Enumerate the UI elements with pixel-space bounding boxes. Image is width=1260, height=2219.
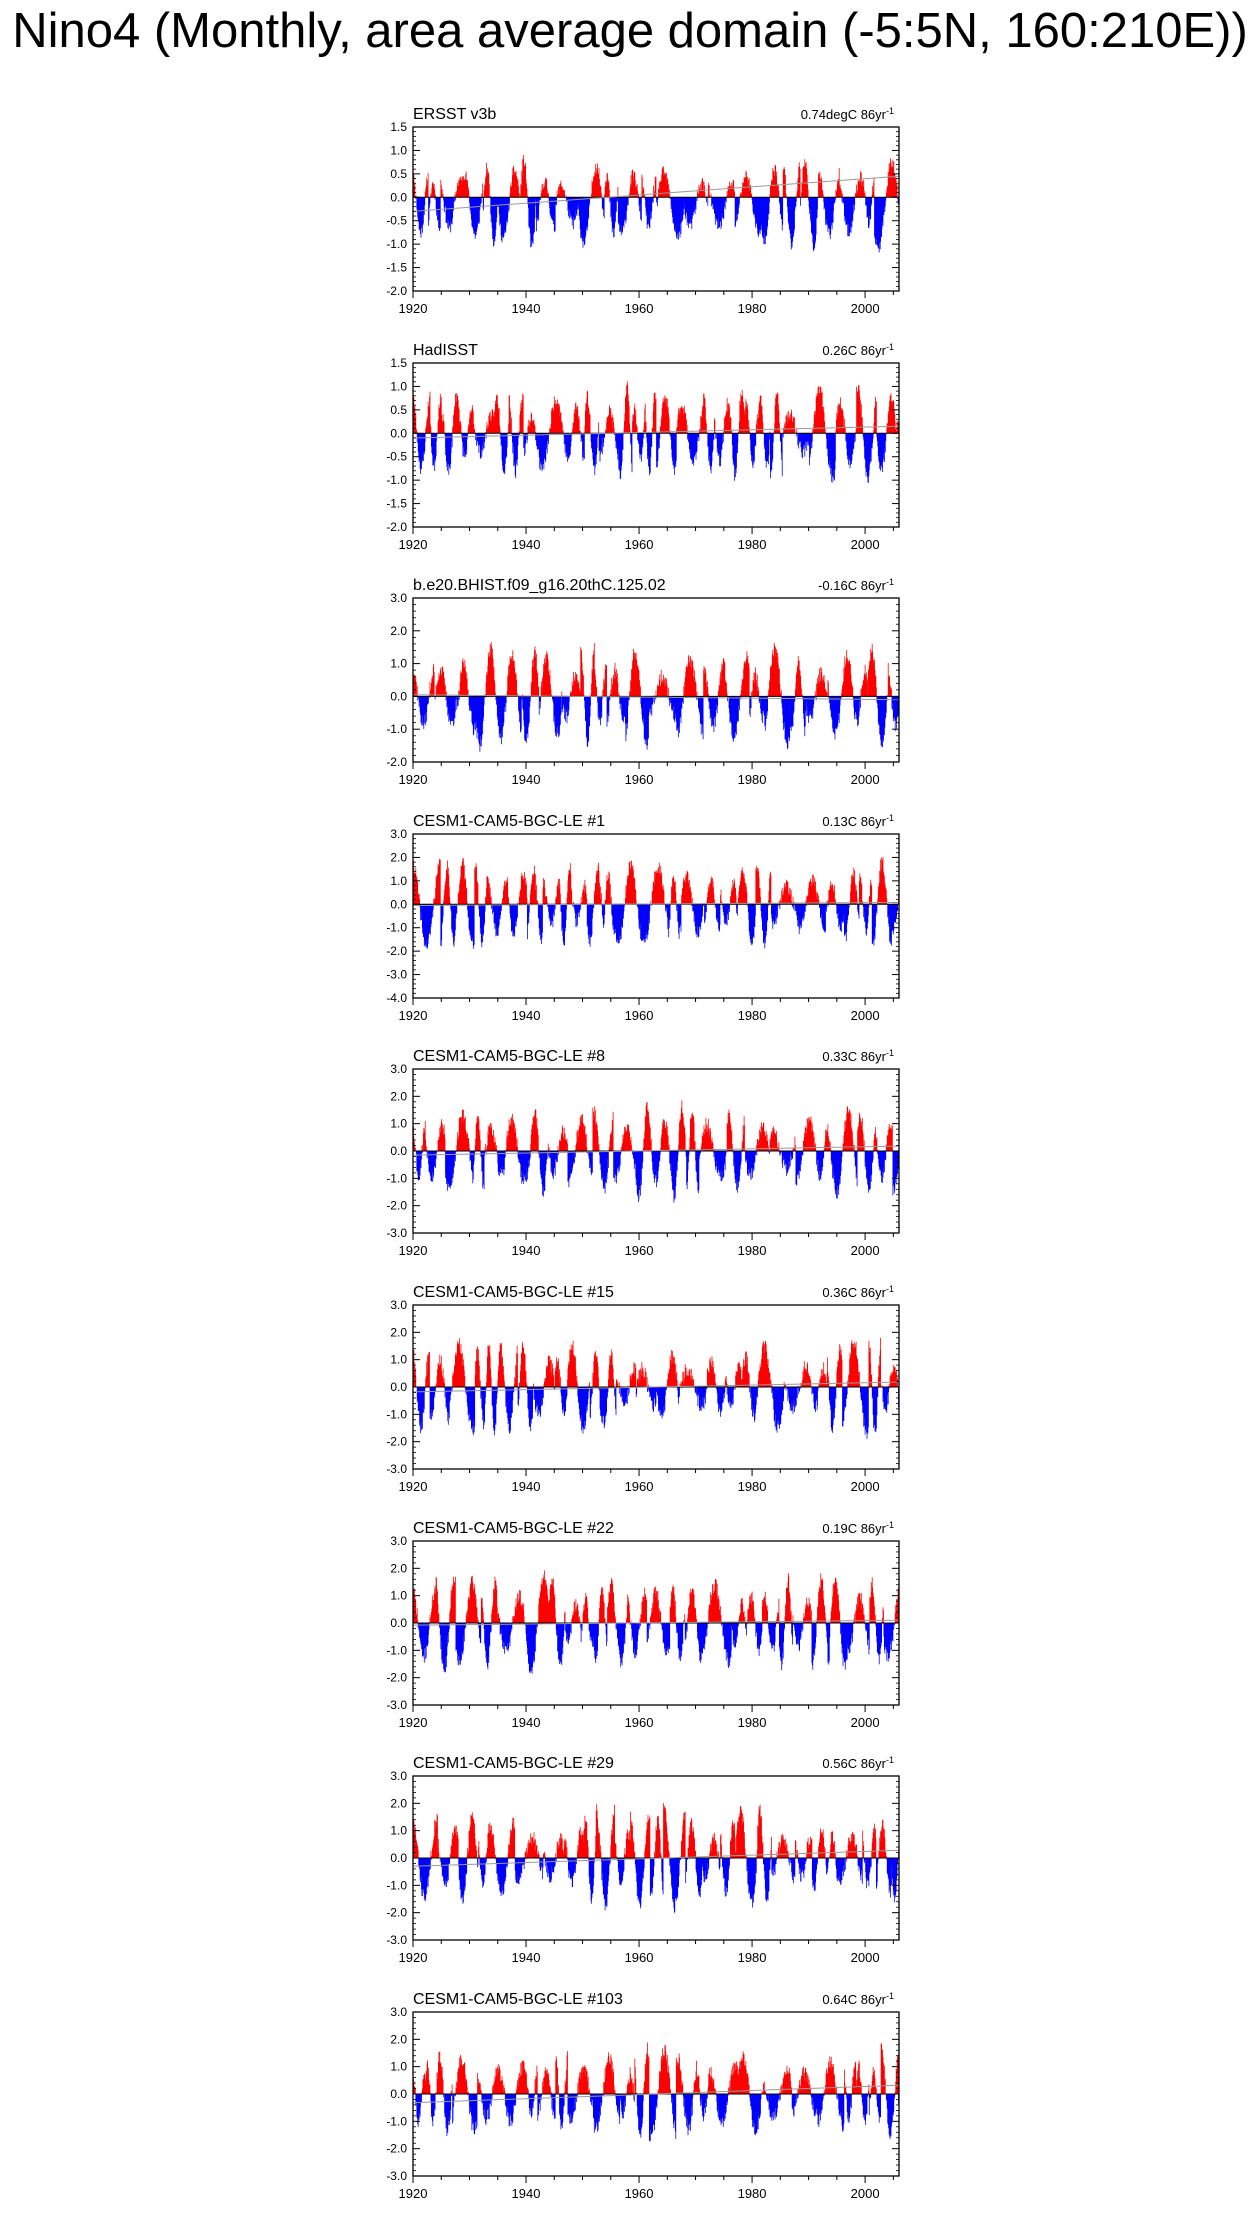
y-tick-label: -0.5: [386, 449, 407, 464]
x-tick-label: 1920: [398, 772, 428, 787]
y-tick-label: 2.0: [390, 623, 407, 638]
trend-label: 0.64C $86yr^{-1}$: [822, 1991, 894, 2007]
y-tick-label: -1.0: [386, 920, 407, 935]
y-tick-label: 2.0: [390, 2032, 407, 2047]
y-tick-label: 0.0: [390, 2087, 407, 2101]
y-tick-label: -2.0: [386, 2141, 407, 2156]
x-tick-label: 1940: [511, 1715, 541, 1730]
negative-anomaly-series: [420, 904, 898, 949]
positive-anomaly-series: [413, 642, 892, 696]
y-tick-label: 1.0: [390, 873, 407, 888]
y-tick-label: 2.0: [390, 1561, 407, 1576]
y-tick-label: 1.5: [390, 356, 407, 370]
x-tick-label: 1940: [511, 1950, 541, 1965]
x-tick-label: 1960: [624, 1008, 654, 1023]
y-tick-label: 2.0: [390, 850, 407, 865]
positive-anomaly-series: [413, 1100, 892, 1151]
y-tick-label: 3.0: [390, 1769, 407, 1783]
x-tick-label: 1940: [511, 2186, 541, 2201]
x-tick-label: 1980: [737, 1008, 767, 1023]
x-tick-label: 1960: [624, 1479, 654, 1494]
negative-anomaly-series: [418, 1623, 895, 1674]
chart-title: HadISST: [413, 342, 478, 359]
y-tick-label: 1.0: [390, 1823, 407, 1838]
y-tick-label: 0.0: [390, 426, 407, 441]
y-tick-label: -2.0: [386, 1905, 407, 1920]
y-tick-label: 1.0: [390, 143, 407, 158]
x-tick-label: 1960: [624, 1950, 654, 1965]
x-tick-label: 1960: [624, 537, 654, 552]
x-tick-label: 1980: [737, 537, 767, 552]
positive-anomaly-series: [413, 1570, 899, 1623]
chart-panel-9: [386, 1991, 899, 2201]
y-tick-label: 3.0: [390, 827, 407, 841]
y-tick-label: -3.0: [386, 967, 407, 982]
x-tick-label: 2000: [850, 1950, 880, 1965]
x-tick-label: 2000: [850, 1008, 880, 1023]
trend-label: 0.19C $86yr^{-1}$: [822, 1520, 894, 1536]
x-tick-label: 1940: [511, 1243, 541, 1258]
x-tick-label: 1980: [737, 1950, 767, 1965]
chart-panel-2: [386, 342, 899, 552]
y-tick-label: -1.0: [386, 1643, 407, 1658]
x-tick-label: 2000: [850, 301, 880, 316]
x-tick-label: 2000: [850, 1479, 880, 1494]
y-tick-label: -2.0: [386, 1198, 407, 1213]
positive-anomaly-series: [413, 1338, 898, 1387]
y-tick-label: -4.0: [386, 991, 407, 1005]
y-tick-label: 1.0: [390, 656, 407, 671]
y-tick-label: 0.0: [390, 1851, 407, 1865]
y-tick-label: 0.0: [390, 1380, 407, 1394]
x-tick-label: 1960: [624, 772, 654, 787]
x-tick-label: 1920: [398, 1950, 428, 1965]
trend-label: -0.16C $86yr^{-1}$: [818, 577, 894, 593]
y-tick-label: 1.0: [390, 1352, 407, 1367]
y-tick-label: 2.0: [390, 1796, 407, 1811]
y-tick-label: -1.5: [386, 496, 407, 511]
y-tick-label: -2.0: [386, 755, 407, 769]
negative-anomaly-series: [416, 1151, 899, 1203]
y-tick-label: -0.5: [386, 213, 407, 228]
x-tick-label: 1980: [737, 1715, 767, 1730]
y-tick-label: 3.0: [390, 1062, 407, 1076]
chart-title: ERSST v3b: [413, 106, 497, 123]
y-tick-label: -3.0: [386, 1698, 407, 1712]
trend-label: 0.26C $86yr^{-1}$: [822, 342, 894, 358]
y-tick-label: 1.0: [390, 1116, 407, 1131]
y-tick-label: -1.0: [386, 1878, 407, 1893]
x-tick-label: 1920: [398, 537, 428, 552]
chart-title: CESM1-CAM5-BGC-LE #22: [413, 1520, 614, 1537]
y-tick-label: 0.0: [390, 897, 407, 912]
x-tick-label: 1920: [398, 1243, 428, 1258]
y-tick-label: 0.0: [390, 1616, 407, 1630]
negative-anomaly-series: [419, 1858, 898, 1913]
y-tick-label: -3.0: [386, 1933, 407, 1947]
trend-label: 0.36C $86yr^{-1}$: [822, 1284, 894, 1300]
chart-title: CESM1-CAM5-BGC-LE #103: [413, 1991, 623, 2008]
x-tick-label: 1960: [624, 1715, 654, 1730]
positive-anomaly-series: [413, 2043, 898, 2095]
negative-anomaly-series: [417, 1387, 898, 1439]
x-tick-label: 1920: [398, 2186, 428, 2201]
x-tick-label: 1920: [398, 1479, 428, 1494]
x-tick-label: 2000: [850, 772, 880, 787]
chart-title: CESM1-CAM5-BGC-LE #1: [413, 813, 606, 830]
chart-panel-5: [386, 1048, 899, 1258]
plot-frame: [413, 834, 899, 998]
y-tick-label: 3.0: [390, 1534, 407, 1548]
y-tick-label: -2.0: [386, 520, 407, 534]
chart-panel-3: [386, 577, 899, 787]
y-tick-label: 0.0: [390, 689, 407, 704]
y-tick-label: -2.0: [386, 1670, 407, 1685]
positive-anomaly-series: [413, 1803, 899, 1858]
chart-title: CESM1-CAM5-BGC-LE #8: [413, 1048, 606, 1065]
y-tick-label: -3.0: [386, 2169, 407, 2183]
x-tick-label: 2000: [850, 537, 880, 552]
y-tick-label: -3.0: [386, 1462, 407, 1476]
plot-frame: [413, 363, 899, 527]
trend-label: 0.56C $86yr^{-1}$: [822, 1755, 894, 1771]
x-tick-label: 2000: [850, 1243, 880, 1258]
y-tick-label: -2.0: [386, 1434, 407, 1449]
chart-title: CESM1-CAM5-BGC-LE #15: [413, 1284, 614, 1301]
negative-anomaly-series: [417, 433, 886, 483]
y-tick-label: -1.0: [386, 2114, 407, 2129]
y-tick-label: -1.0: [386, 1407, 407, 1422]
trend-label: 0.74degC $86yr^{-1}$: [800, 106, 894, 122]
x-tick-label: 1960: [624, 2186, 654, 2201]
chart-panel-7: [386, 1520, 899, 1730]
trend-label: 0.13C $86yr^{-1}$: [822, 813, 894, 829]
y-tick-label: -3.0: [386, 1226, 407, 1240]
y-tick-label: 0.5: [390, 166, 407, 181]
y-tick-label: 0.0: [390, 1144, 407, 1158]
x-tick-label: 1980: [737, 2186, 767, 2201]
y-tick-label: -1.0: [386, 473, 407, 488]
chart-panel-1: [386, 106, 899, 316]
plot-frame: [413, 598, 899, 762]
trend-label: 0.33C $86yr^{-1}$: [822, 1048, 894, 1064]
y-tick-label: 1.0: [390, 1588, 407, 1603]
y-tick-label: 2.0: [390, 1325, 407, 1340]
y-tick-label: -1.0: [386, 1171, 407, 1186]
positive-anomaly-series: [413, 155, 899, 198]
y-tick-label: -2.0: [386, 284, 407, 298]
x-tick-label: 2000: [850, 2186, 880, 2201]
y-tick-label: -1.0: [386, 237, 407, 252]
y-tick-label: -1.0: [386, 722, 407, 737]
x-tick-label: 1940: [511, 1008, 541, 1023]
x-tick-label: 1940: [511, 537, 541, 552]
y-tick-label: 1.5: [390, 120, 407, 134]
x-tick-label: 1920: [398, 301, 428, 316]
chart-panel-8: [386, 1755, 899, 1965]
y-tick-label: 1.0: [390, 2059, 407, 2074]
x-tick-label: 1920: [398, 1008, 428, 1023]
x-tick-label: 2000: [850, 1715, 880, 1730]
x-tick-label: 1960: [624, 1243, 654, 1258]
y-tick-label: 3.0: [390, 1298, 407, 1312]
x-tick-label: 1940: [511, 772, 541, 787]
y-tick-label: 3.0: [390, 2005, 407, 2019]
y-tick-label: -2.0: [386, 944, 407, 959]
positive-anomaly-series: [413, 381, 899, 433]
positive-anomaly-series: [413, 857, 899, 904]
negative-anomaly-series: [416, 2094, 899, 2141]
x-tick-label: 1980: [737, 301, 767, 316]
x-tick-label: 1980: [737, 1243, 767, 1258]
chart-title: CESM1-CAM5-BGC-LE #29: [413, 1755, 614, 1772]
chart-panel-4: [386, 813, 899, 1023]
x-tick-label: 1940: [511, 301, 541, 316]
x-tick-label: 1980: [737, 1479, 767, 1494]
chart-title: b.e20.BHIST.f09_g16.20thC.125.02: [413, 577, 666, 594]
negative-anomaly-series: [418, 696, 899, 751]
y-tick-label: 2.0: [390, 1089, 407, 1104]
y-tick-label: -1.5: [386, 260, 407, 275]
x-tick-label: 1980: [737, 772, 767, 787]
chart-panel-6: [386, 1284, 899, 1494]
y-tick-label: 0.0: [390, 190, 407, 205]
y-tick-label: 0.5: [390, 402, 407, 417]
x-tick-label: 1920: [398, 1715, 428, 1730]
y-tick-label: 1.0: [390, 379, 407, 394]
x-tick-label: 1940: [511, 1479, 541, 1494]
x-tick-label: 1960: [624, 301, 654, 316]
y-tick-label: 3.0: [390, 591, 407, 605]
page-title: Nino4 (Monthly, area average domain (-5:5N, 160:210E)): [12, 4, 1248, 58]
